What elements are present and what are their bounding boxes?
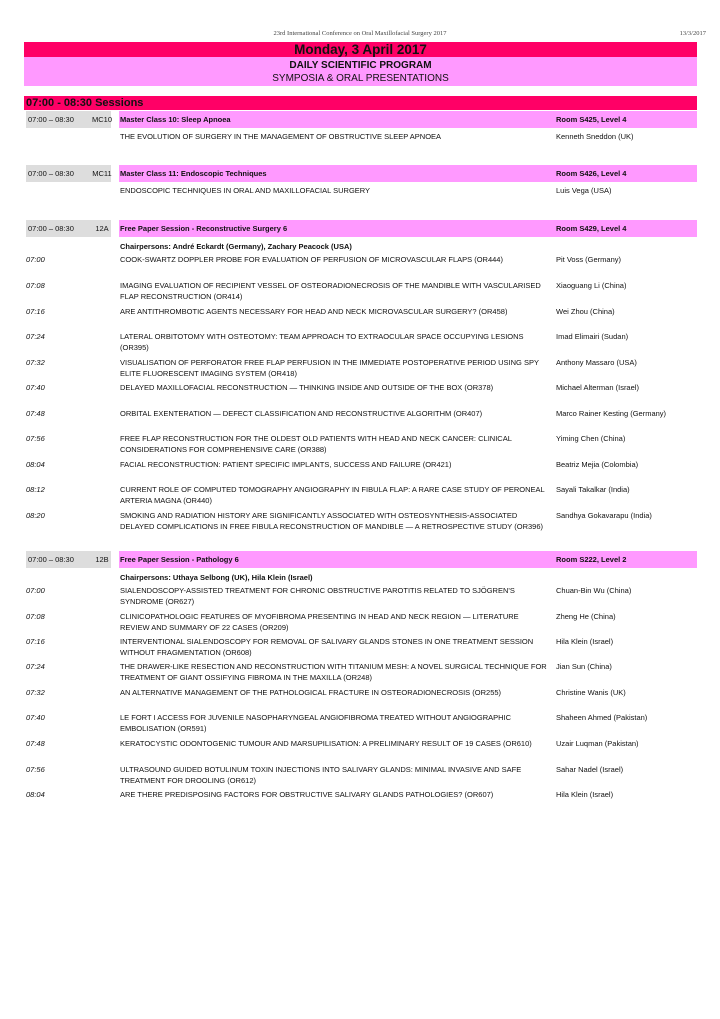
session-title: Master Class 11: Endoscopic Techniques: [120, 169, 267, 178]
paper-time: 07:08: [26, 281, 45, 290]
paper-author: Kenneth Sneddon (UK): [556, 132, 634, 141]
paper-time: 07:00: [26, 586, 45, 595]
paper-author: Luis Vega (USA): [556, 186, 612, 195]
paper-title: DELAYED MAXILLOFACIAL RECONSTRUCTION — THINKING INSIDE AND OUTSIDE OF THE BOX (OR378): [120, 383, 494, 392]
paper-author: Anthony Massaro (USA): [556, 358, 637, 367]
session-time: 07:00 – 08:30: [28, 555, 74, 564]
paper-title: ULTRASOUND GUIDED BOTULINUM TOXIN INJECTIONS INTO SALIVARY GLANDS: MINIMAL INVASIVE AND SAFE TREATMENT FOR DROOLING (OR612): [120, 765, 522, 785]
paper-author: Yiming Chen (China): [556, 434, 626, 443]
paper-author: Wei Zhou (China): [556, 307, 615, 316]
paper-title: ENDOSCOPIC TECHNIQUES IN ORAL AND MAXILLOFACIAL SURGERY: [120, 186, 371, 195]
session-title: Free Paper Session - Reconstructive Surgery 6: [120, 224, 288, 233]
session-chairpersons: Chairpersons: André Eckardt (Germany), Zachary Peacock (USA): [120, 242, 352, 251]
paper-title: LATERAL ORBITOTOMY WITH OSTEOTOMY: TEAM APPROACH TO EXTRAOCULAR SPACE OCCUPYING LESIONS (OR395): [120, 332, 524, 352]
session-code: MC10: [91, 115, 112, 124]
paper-author: Marco Rainer Kesting (Germany): [556, 409, 667, 418]
session-time: 07:00 – 08:30: [28, 169, 74, 178]
paper-author: Michael Alterman (Israel): [556, 383, 639, 392]
conference-name: 23rd International Conference on Oral Maxillofacial Surgery 2017: [273, 30, 447, 37]
paper-title: ORBITAL EXENTERATION — DEFECT CLASSIFICATION AND RECONSTRUCTIVE ALGORITHM (OR407): [120, 409, 483, 418]
paper-title: SMOKING AND RADIATION HISTORY ARE SIGNIFICANTLY ASSOCIATED WITH OSTEOSYNTHESIS-ASSOCIATED DELAYED COMPLICATIONS IN FREE FIBULA RECONSTRUCTION OF MANDIBLE — A RETROSPECTIVE STUDY (OR396): [120, 511, 543, 531]
paper-author: Imad Elimairi (Sudan): [556, 332, 629, 341]
paper-title: VISUALISATION OF PERFORATOR FREE FLAP PERFUSION IN THE IMMEDIATE POSTOPERATIVE PERIOD USING SPY ELITE FLUORESCENT IMAGING SYSTEM (OR418): [120, 358, 539, 378]
session-header: [24, 220, 697, 237]
session-time: 07:00 – 08:30: [28, 224, 74, 233]
program-subtitle: SYMPOSIA & ORAL PRESENTATIONS: [272, 73, 449, 84]
paper-time: 08:04: [26, 460, 45, 469]
paper-author: Uzair Luqman (Pakistan): [556, 739, 639, 748]
paper-author: Sahar Nadel (Israel): [556, 765, 624, 774]
session-mc10: [24, 111, 697, 141]
paper-author: Beatriz Mejia (Colombia): [556, 460, 639, 469]
paper-author: Pit Voss (Germany): [556, 255, 622, 264]
session-header: [24, 551, 697, 568]
paper-author: Sandhya Gokavarapu (India): [556, 511, 652, 520]
day-banner: Monday, 3 April 2017: [24, 42, 697, 57]
paper-title: IMAGING EVALUATION OF RECIPIENT VESSEL OF OSTEORADIONECROSIS OF THE MANDIBLE WITH VASCULARISED FLAP RECONSTRUCTION (OR414): [120, 281, 541, 301]
paper-title: LE FORT I ACCESS FOR JUVENILE NASOPHARYNGEAL ANGIOFIBROMA TREATED WITHOUT ANGIOGRAPHIC EMBOLISATION (OR591): [120, 713, 512, 733]
paper-time: 07:16: [26, 307, 45, 316]
paper-time: 07:24: [26, 662, 45, 671]
paper-author: Sayali Takalkar (India): [556, 485, 630, 494]
paper-author: Xiaoguang Li (China): [556, 281, 627, 290]
paper-time: 08:12: [26, 485, 45, 494]
session-title: Free Paper Session - Pathology 6: [120, 555, 239, 564]
session-room: Room S429, Level 4: [556, 224, 627, 233]
paper-time: 07:24: [26, 332, 45, 341]
paper-author: Zheng He (China): [556, 612, 616, 621]
time-slot-heading: 07:00 - 08:30 Sessions: [24, 96, 697, 110]
session-12a: [24, 220, 697, 531]
paper-time: 07:40: [26, 713, 45, 722]
paper-title: CURRENT ROLE OF COMPUTED TOMOGRAPHY ANGIOGRAPHY IN FIBULA FLAP: A RARE CASE STUDY OF PERONEAL ARTERIA MAGNA (OR440): [120, 485, 545, 505]
session-room: Room S222, Level 2: [556, 555, 627, 564]
paper-time: 08:04: [26, 790, 45, 799]
paper-title: THE DRAWER-LIKE RESECTION AND RECONSTRUCTION WITH TITANIUM MESH: A NOVEL SURGICAL TECHNIQUE FOR TREATMENT OF GIANT OSSIFYING FIBROMA IN THE MAXILLA (OR248): [120, 662, 547, 682]
session-chairpersons: Chairpersons: Uthaya Selbong (UK), Hila Klein (Israel): [120, 573, 313, 582]
paper-title: COOK-SWARTZ DOPPLER PROBE FOR EVALUATION OF PERFUSION OF MICROVASCULAR FLAPS (OR444): [120, 255, 503, 264]
session-header: [24, 111, 697, 128]
session-code: MC11: [92, 169, 112, 178]
paper-author: Shaheen Ahmed (Pakistan): [556, 713, 648, 722]
paper-time: 07:56: [26, 434, 45, 443]
session-code: 12B: [95, 555, 109, 564]
paper-title: ARE THERE PREDISPOSING FACTORS FOR OBSTRUCTIVE SALIVARY GLANDS PATHOLOGIES? (OR607): [120, 790, 494, 799]
paper-title: ARE ANTITHROMBOTIC AGENTS NECESSARY FOR HEAD AND NECK MICROVASCULAR SURGERY? (OR458): [120, 307, 508, 316]
session-time: 07:00 – 08:30: [28, 115, 74, 124]
paper-author: Chuan-Bin Wu (China): [556, 586, 632, 595]
paper-title: AN ALTERNATIVE MANAGEMENT OF THE PATHOLOGICAL FRACTURE IN OSTEORADIONECROSIS (OR255): [120, 688, 502, 697]
paper-author: Jian Sun (China): [556, 662, 612, 671]
paper-time: 07:48: [26, 409, 45, 418]
paper-time: 07:56: [26, 765, 45, 774]
session-room: Room S426, Level 4: [556, 169, 627, 178]
page-header: [0, 30, 720, 40]
paper-author: Hila Klein (Israel): [556, 637, 614, 646]
paper-time: 07:08: [26, 612, 45, 621]
print-date: 13/3/2017: [679, 30, 706, 37]
paper-title: KERATOCYSTIC ODONTOGENIC TUMOUR AND MARSUPILISATION: A PRELIMINARY RESULT OF 19 CASES (OR610): [120, 739, 532, 748]
paper-title: THE EVOLUTION OF SURGERY IN THE MANAGEMENT OF OBSTRUCTIVE SLEEP APNOEA: [120, 132, 442, 141]
program-title: DAILY SCIENTIFIC PROGRAM: [289, 60, 432, 71]
session-code: 12A: [95, 224, 109, 233]
session-12b: [24, 551, 697, 799]
program-banner: [24, 57, 697, 86]
session-header: [24, 165, 697, 182]
paper-title: SIALENDOSCOPY-ASSISTED TREATMENT FOR CHRONIC OBSTRUCTIVE PAROTITIS RELATED TO SJÖGREN'S SYNDROME (OR627): [120, 586, 515, 606]
session-title: Master Class 10: Sleep Apnoea: [120, 115, 231, 124]
paper-time: 08:20: [26, 511, 45, 520]
paper-time: 07:32: [26, 688, 45, 697]
session-room: Room S425, Level 4: [556, 115, 627, 124]
paper-title: FACIAL RECONSTRUCTION: PATIENT SPECIFIC IMPLANTS, SUCCESS AND FAILURE (OR421): [120, 460, 452, 469]
paper-author: Christine Wanis (UK): [556, 688, 626, 697]
paper-title: INTERVENTIONAL SIALENDOSCOPY FOR REMOVAL OF SALIVARY GLANDS STONES IN ONE TREATMENT SESSION WITHOUT FRAGMENTATION (OR608): [120, 637, 534, 657]
paper-title: CLINICOPATHOLOGIC FEATURES OF MYOFIBROMA PRESENTING IN HEAD AND NECK REGION — LITERATURE REVIEW AND SUMMARY OF 22 CASES (OR209): [120, 612, 519, 632]
paper-time: 07:32: [26, 358, 45, 367]
paper-title: FREE FLAP RECONSTRUCTION FOR THE OLDEST OLD PATIENTS WITH HEAD AND NECK CANCER: CLINICAL CONSIDERATIONS FOR COMPREHENSIVE CARE (OR388): [120, 434, 512, 454]
paper-author: Hila Klein (Israel): [556, 790, 614, 799]
paper-time: 07:40: [26, 383, 45, 392]
session-mc11: [24, 165, 697, 195]
paper-time: 07:48: [26, 739, 45, 748]
paper-time: 07:16: [26, 637, 45, 646]
paper-time: 07:00: [26, 255, 45, 264]
